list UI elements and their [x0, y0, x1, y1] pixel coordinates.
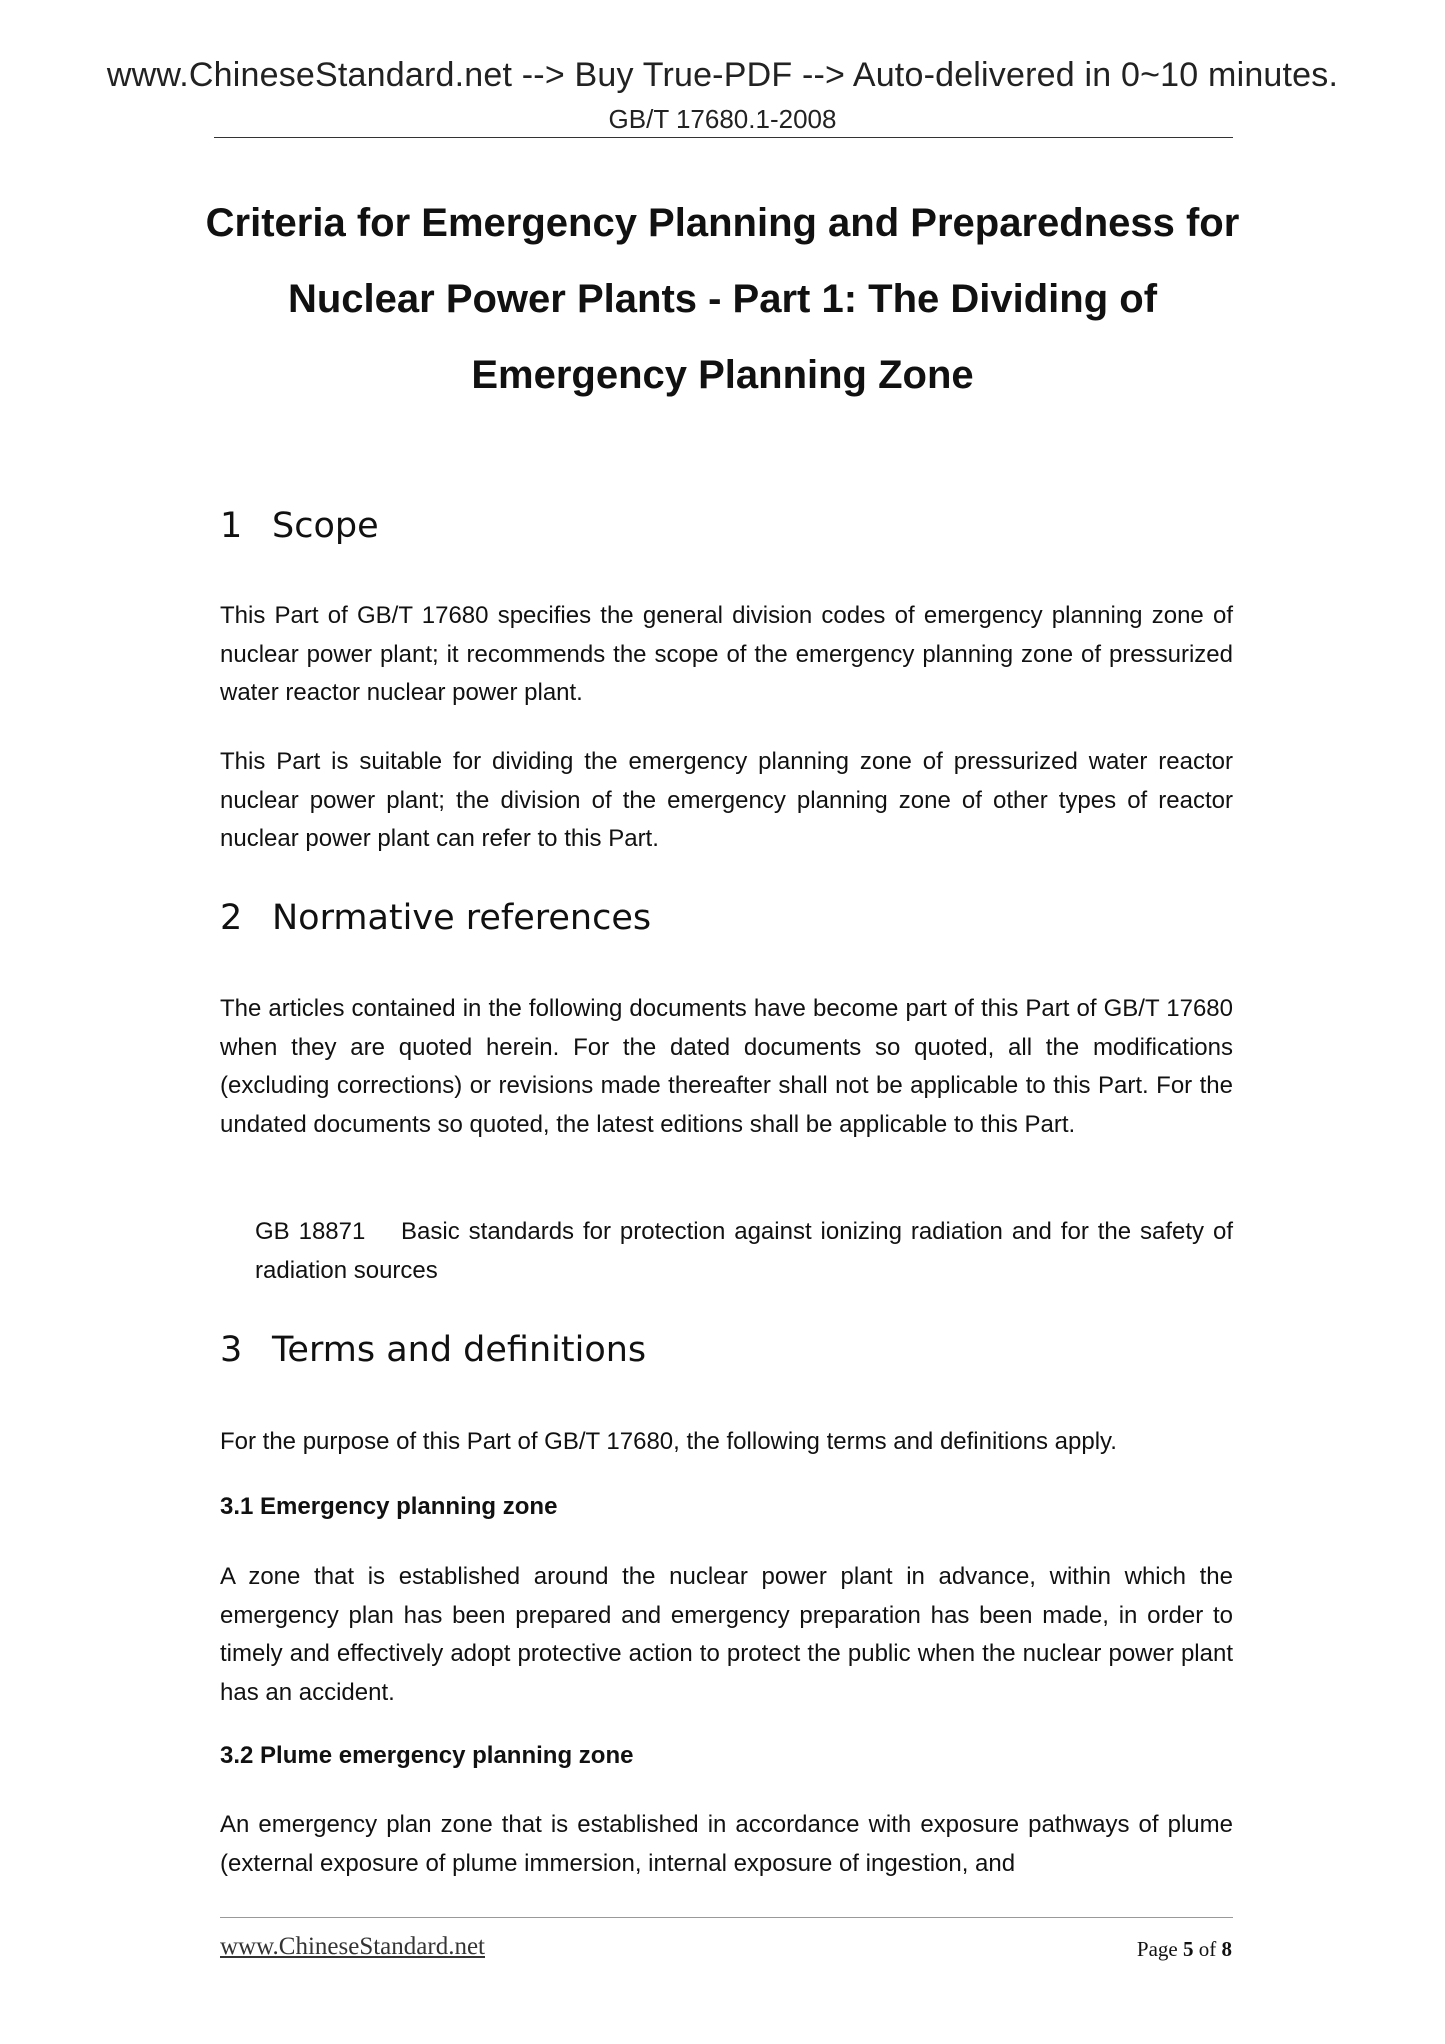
section-heading-scope	[220, 506, 379, 546]
title-line-2: Nuclear Power Plants - Part 1: The Dividing of	[287, 277, 1158, 321]
term-3-2-heading: 3.2 Plume emergency planning zone	[220, 1742, 634, 1769]
scope-paragraph-1: This Part of GB/T 17680 specifies the general division codes of emergency planning zone of nuclear power plant; it recommends the scope of the emergency planning zone of pressurized water reactor nuclear power plant.	[220, 602, 1233, 706]
term-3-2-definition: An emergency plan zone that is established in accordance with exposure pathways of plume (external exposure of plume immersion, internal exposure of ingestion, and	[220, 1811, 1233, 1877]
section-heading-normative	[220, 898, 651, 938]
section-title: Terms and definitions	[272, 1330, 647, 1370]
term-3-1-heading: 3.1 Emergency planning zone	[220, 1493, 558, 1520]
terms-intro-paragraph: For the purpose of this Part of GB/T 17680, the following terms and definitions apply.	[220, 1428, 1117, 1455]
header-doc-id: GB/T 17680.1-2008	[608, 104, 837, 134]
title-line-3: Emergency Planning Zone	[471, 353, 974, 397]
section-title: Normative references	[272, 898, 652, 938]
footer-page-indicator	[1137, 1937, 1232, 1962]
section-number: 3	[220, 1330, 243, 1370]
header-banner[interactable]: www.ChineseStandard.net --> Buy True-PDF --> Auto-delivered in 0~10 minutes.	[106, 56, 1339, 94]
section-title: Scope	[272, 506, 379, 546]
footer-rule	[220, 1917, 1233, 1918]
page-of-word: of	[1198, 1937, 1217, 1961]
section-heading-terms	[220, 1330, 646, 1370]
header-rule	[214, 137, 1233, 138]
scope-paragraph-2: This Part is suitable for dividing the emergency planning zone of pressurized water reactor nuclear power plant; the division of the emergency planning zone of other types of reactor nuclear power plant can refer to this Part.	[220, 748, 1233, 852]
page-current: 5	[1183, 1937, 1194, 1961]
footer-website-link[interactable]: www.ChineseStandard.net	[220, 1933, 485, 1960]
normative-reference-gb18871: GB 18871 Basic standards for protection against ionizing radiation and for the safety of radiation sources	[255, 1218, 1240, 1284]
normative-paragraph-1: The articles contained in the following documents have become part of this Part of GB/T 17680 when they are quoted herein. For the dated documents so quoted, all the modifications (excluding corrections) or revisions made thereafter shall not be applicable to this Part. For the undated documents so quoted, the latest editions shall be applicable to this Part.	[220, 995, 1233, 1138]
term-3-1-definition: A zone that is established around the nuclear power plant in advance, within which the emergency plan has been prepared and emergency preparation has been made, in order to timely and effectively adopt protective action to protect the public when the nuclear power plant has an accident.	[220, 1563, 1233, 1706]
section-number: 2	[220, 898, 243, 938]
page-word: Page	[1136, 1937, 1178, 1961]
page-total: 8	[1221, 1937, 1232, 1961]
document-title	[180, 185, 1265, 413]
section-number: 1	[220, 506, 243, 546]
title-line-1: Criteria for Emergency Planning and Preparedness for	[205, 201, 1240, 245]
